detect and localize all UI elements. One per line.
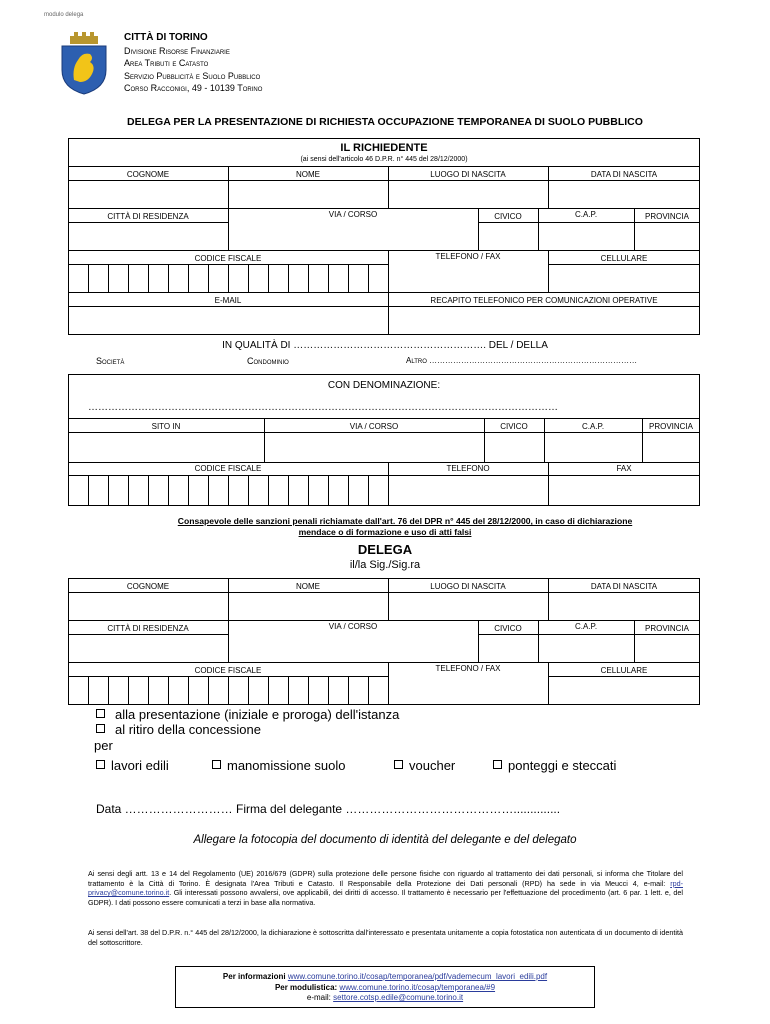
- field-luogo-nascita[interactable]: [389, 181, 547, 207]
- label-den-provincia: PROVINCIA: [648, 422, 693, 431]
- richiedente-subheading: (ai sensi dell'articolo 46 D.P.R. n° 445 del 28/12/2000): [300, 156, 468, 163]
- label-provincia: PROVINCIA: [644, 212, 689, 221]
- field-nome[interactable]: [229, 181, 387, 207]
- label-del-cellulare: CELLULARE: [600, 666, 648, 675]
- footer-mod-label: Per modulistica:: [274, 982, 338, 992]
- option-ritiro-label: al ritiro della concessione: [115, 722, 261, 737]
- footer-email-line: [175, 993, 595, 1004]
- label-telefono-fax: TELEFONO / FAX: [435, 252, 501, 261]
- delega-heading: DELEGA: [357, 542, 413, 557]
- division-line: Divisione Risorse Finanziarie: [124, 45, 230, 56]
- field-del-cap[interactable]: [539, 635, 633, 661]
- checkbox-ponteggi[interactable]: [493, 760, 502, 769]
- privacy-text-b: . Gli interessati possono avvalersi, ove applicabili, dei diritti di accesso. Il trattamento è necessario per l'effettuazione del procedimento (art. 6 par. 1 lett. e, del GDPR). I dati possono essere comunicati a terzi in base alla normativa.: [88, 888, 683, 907]
- label-den-cap: C.A.P.: [581, 422, 605, 431]
- richiedente-heading: IL RICHIEDENTE: [340, 142, 428, 154]
- option-ritiro[interactable]: [96, 722, 261, 737]
- allegare-note: Allegare la fotocopia del documento di identità del delegante e del delegato: [193, 834, 577, 846]
- label-den-fax: FAX: [616, 464, 632, 473]
- field-cap[interactable]: [539, 223, 633, 249]
- label-del-cap: C.A.P.: [574, 622, 598, 631]
- privacy-text-a: Ai sensi degli artt. 13 e 14 del Regolamento (UE) 2016/679 (GDPR) sulla protezione delle persone fisiche con riguardo al trattamento dei dati personali, si informa che Titolare del trattamento è la Città di Torino. È designata l'Area Tributi e Catasto. Il Responsabile della Protezione dei Dati personali (RPD) ha sede in via Meucci 4, e-mail:: [88, 869, 683, 888]
- option-condominio[interactable]: Condominio: [247, 356, 289, 366]
- rpd-email-link[interactable]: rpd-privacy@comune.torino.it: [88, 878, 683, 897]
- category-lavori-edili-label: lavori edili: [111, 758, 169, 773]
- label-luogo-nascita: LUOGO DI NASCITA: [430, 170, 506, 179]
- label-civico: CIVICO: [494, 212, 522, 221]
- option-presentazione-label: alla presentazione (iniziale e proroga) dell'istanza: [115, 707, 400, 722]
- label-del-telefono: TELEFONO / FAX: [435, 664, 501, 673]
- checkbox-manomissione-suolo[interactable]: [212, 760, 221, 769]
- field-telefono-fax[interactable]: [389, 265, 547, 291]
- field-del-cellulare[interactable]: [549, 677, 699, 704]
- category-voucher[interactable]: [394, 758, 455, 773]
- label-del-data: DATA DI NASCITA: [590, 582, 658, 591]
- city-name: CITTÀ DI TORINO: [124, 32, 208, 43]
- label-den-telefono: TELEFONO: [446, 464, 490, 473]
- field-civico[interactable]: [479, 223, 537, 249]
- field-den-cap[interactable]: [545, 433, 641, 461]
- label-del-civico: CIVICO: [494, 624, 522, 633]
- checkbox-voucher[interactable]: [394, 760, 403, 769]
- field-del-citta[interactable]: [69, 635, 227, 661]
- label-den-civico: CIVICO: [500, 422, 528, 431]
- service-line: Servizio Pubblicità e Suolo Pubblico: [124, 70, 261, 81]
- settore-email-link[interactable]: settore.cotsp.edile@comune.torino.it: [333, 993, 464, 1002]
- field-del-civico[interactable]: [479, 635, 537, 661]
- label-nome: NOME: [296, 170, 320, 179]
- codice-fiscale-boxes[interactable]: [68, 264, 388, 292]
- label-email: E-MAIL: [214, 296, 242, 305]
- label-cellulare: CELLULARE: [600, 254, 648, 263]
- label-cap: C.A.P.: [574, 210, 598, 219]
- label-den-codice-fiscale: CODICE FISCALE: [194, 464, 262, 473]
- category-ponteggi[interactable]: [493, 758, 616, 773]
- category-manomissione-label: manomissione suolo: [227, 758, 346, 773]
- modulistica-link[interactable]: www.comune.torino.it/cosap/temporanea/#9: [339, 982, 496, 992]
- label-citta-residenza: CITTÀ DI RESIDENZA: [107, 212, 189, 221]
- field-den-fax[interactable]: [549, 476, 699, 505]
- field-citta-residenza[interactable]: [69, 223, 227, 249]
- field-email[interactable]: [69, 307, 387, 334]
- field-provincia[interactable]: [635, 223, 699, 249]
- field-del-data[interactable]: [549, 593, 699, 619]
- vademecum-link[interactable]: www.comune.torino.it/cosap/temporanea/pdf/vademecum_lavori_edili.pdf: [287, 972, 548, 981]
- data-firma-line[interactable]: Data ……………………… Firma del delegante ……………………………………..............: [96, 802, 561, 816]
- checkbox-ritiro[interactable]: [96, 724, 105, 733]
- denominazione-heading: CON DENOMINAZIONE:: [327, 380, 441, 391]
- footer-info-label: Per informazioni: [222, 972, 286, 981]
- field-cognome[interactable]: [69, 181, 227, 207]
- field-recapito[interactable]: [389, 307, 699, 334]
- checkbox-lavori-edili[interactable]: [96, 760, 105, 769]
- field-del-provincia[interactable]: [635, 635, 699, 661]
- label-codice-fiscale: CODICE FISCALE: [194, 254, 262, 263]
- torino-coat-of-arms: [58, 30, 110, 96]
- field-del-nome[interactable]: [229, 593, 387, 619]
- form-code-label: modulo delega: [44, 12, 84, 18]
- option-altro[interactable]: Altro ……………………………………………………………………: [406, 356, 638, 365]
- privacy-paragraph: [88, 869, 683, 907]
- denominazione-field[interactable]: ……………………………………………………………………………………………………………………………: [88, 402, 558, 413]
- label-den-via: VIA / CORSO: [349, 422, 399, 431]
- label-recapito: RECAPITO TELEFONICO PER COMUNICAZIONI OPERATIVE: [430, 296, 658, 305]
- consapevole-line-1: Consapevole delle sanzioni penali richiamate dall'art. 76 del DPR n° 445 del 28/12/2000, in caso di dichiarazione: [177, 516, 633, 526]
- label-cognome: COGNOME: [126, 170, 170, 179]
- field-den-via[interactable]: [265, 433, 483, 461]
- label-del-nome: NOME: [296, 582, 320, 591]
- footer-email-label: e-mail:: [306, 993, 331, 1002]
- footer-info-line: [175, 972, 595, 983]
- category-voucher-label: voucher: [409, 758, 456, 773]
- option-societa[interactable]: Società: [96, 356, 125, 366]
- label-del-luogo: LUOGO DI NASCITA: [430, 582, 506, 591]
- field-sito-in[interactable]: [69, 433, 263, 461]
- label-del-codice-fiscale: CODICE FISCALE: [194, 666, 262, 675]
- field-den-telefono[interactable]: [389, 476, 547, 505]
- label-del-citta: CITTÀ DI RESIDENZA: [107, 624, 189, 633]
- dpr-paragraph: Ai sensi dell'art. 38 del D.P.R. n.° 445 del 28/12/2000, la dichiarazione è sottoscritta dall'interessato e presentata unitamente a copia fotostatica non autenticata di un documento di identità del sottoscrittore.: [88, 928, 683, 947]
- in-qualita-line: IN QUALITÀ DI …………………………………………………. DEL / DELLA: [222, 340, 548, 351]
- field-del-via[interactable]: [229, 635, 477, 661]
- label-del-cognome: COGNOME: [126, 582, 170, 591]
- field-data-nascita[interactable]: [549, 181, 699, 207]
- field-del-telefono[interactable]: [389, 677, 547, 704]
- per-label: per: [94, 738, 113, 753]
- field-del-luogo[interactable]: [389, 593, 547, 619]
- field-den-civico[interactable]: [485, 433, 543, 461]
- field-den-provincia[interactable]: [643, 433, 699, 461]
- den-codice-fiscale-boxes[interactable]: [68, 475, 388, 506]
- consapevole-line-2: mendace o di formazione e uso di atti falsi: [298, 527, 472, 537]
- page-title: DELEGA PER LA PRESENTAZIONE DI RICHIESTA OCCUPAZIONE TEMPORANEA DI SUOLO PUBBLICO: [127, 116, 643, 128]
- option-presentazione[interactable]: [96, 707, 399, 722]
- footer-mod-line: [175, 983, 595, 994]
- label-via-corso: VIA / CORSO: [328, 210, 378, 219]
- label-del-provincia: PROVINCIA: [644, 624, 689, 633]
- label-data-nascita: DATA DI NASCITA: [590, 170, 658, 179]
- category-lavori-edili[interactable]: [96, 758, 169, 773]
- label-del-via: VIA / CORSO: [328, 622, 378, 631]
- label-sito-in: SITO IN: [151, 422, 181, 431]
- field-cellulare[interactable]: [549, 265, 699, 291]
- address-line: Corso Racconigi, 49 - 10139 Torino: [124, 83, 263, 93]
- field-via-corso[interactable]: [229, 223, 477, 249]
- delega-subheading: il/la Sig./Sig.ra: [349, 559, 421, 571]
- area-line: Area Tributi e Catasto: [124, 58, 209, 68]
- del-codice-fiscale-boxes[interactable]: [68, 676, 388, 705]
- category-ponteggi-label: ponteggi e steccati: [508, 758, 617, 773]
- field-del-cognome[interactable]: [69, 593, 227, 619]
- category-manomissione-suolo[interactable]: [212, 758, 346, 773]
- checkbox-presentazione[interactable]: [96, 709, 105, 718]
